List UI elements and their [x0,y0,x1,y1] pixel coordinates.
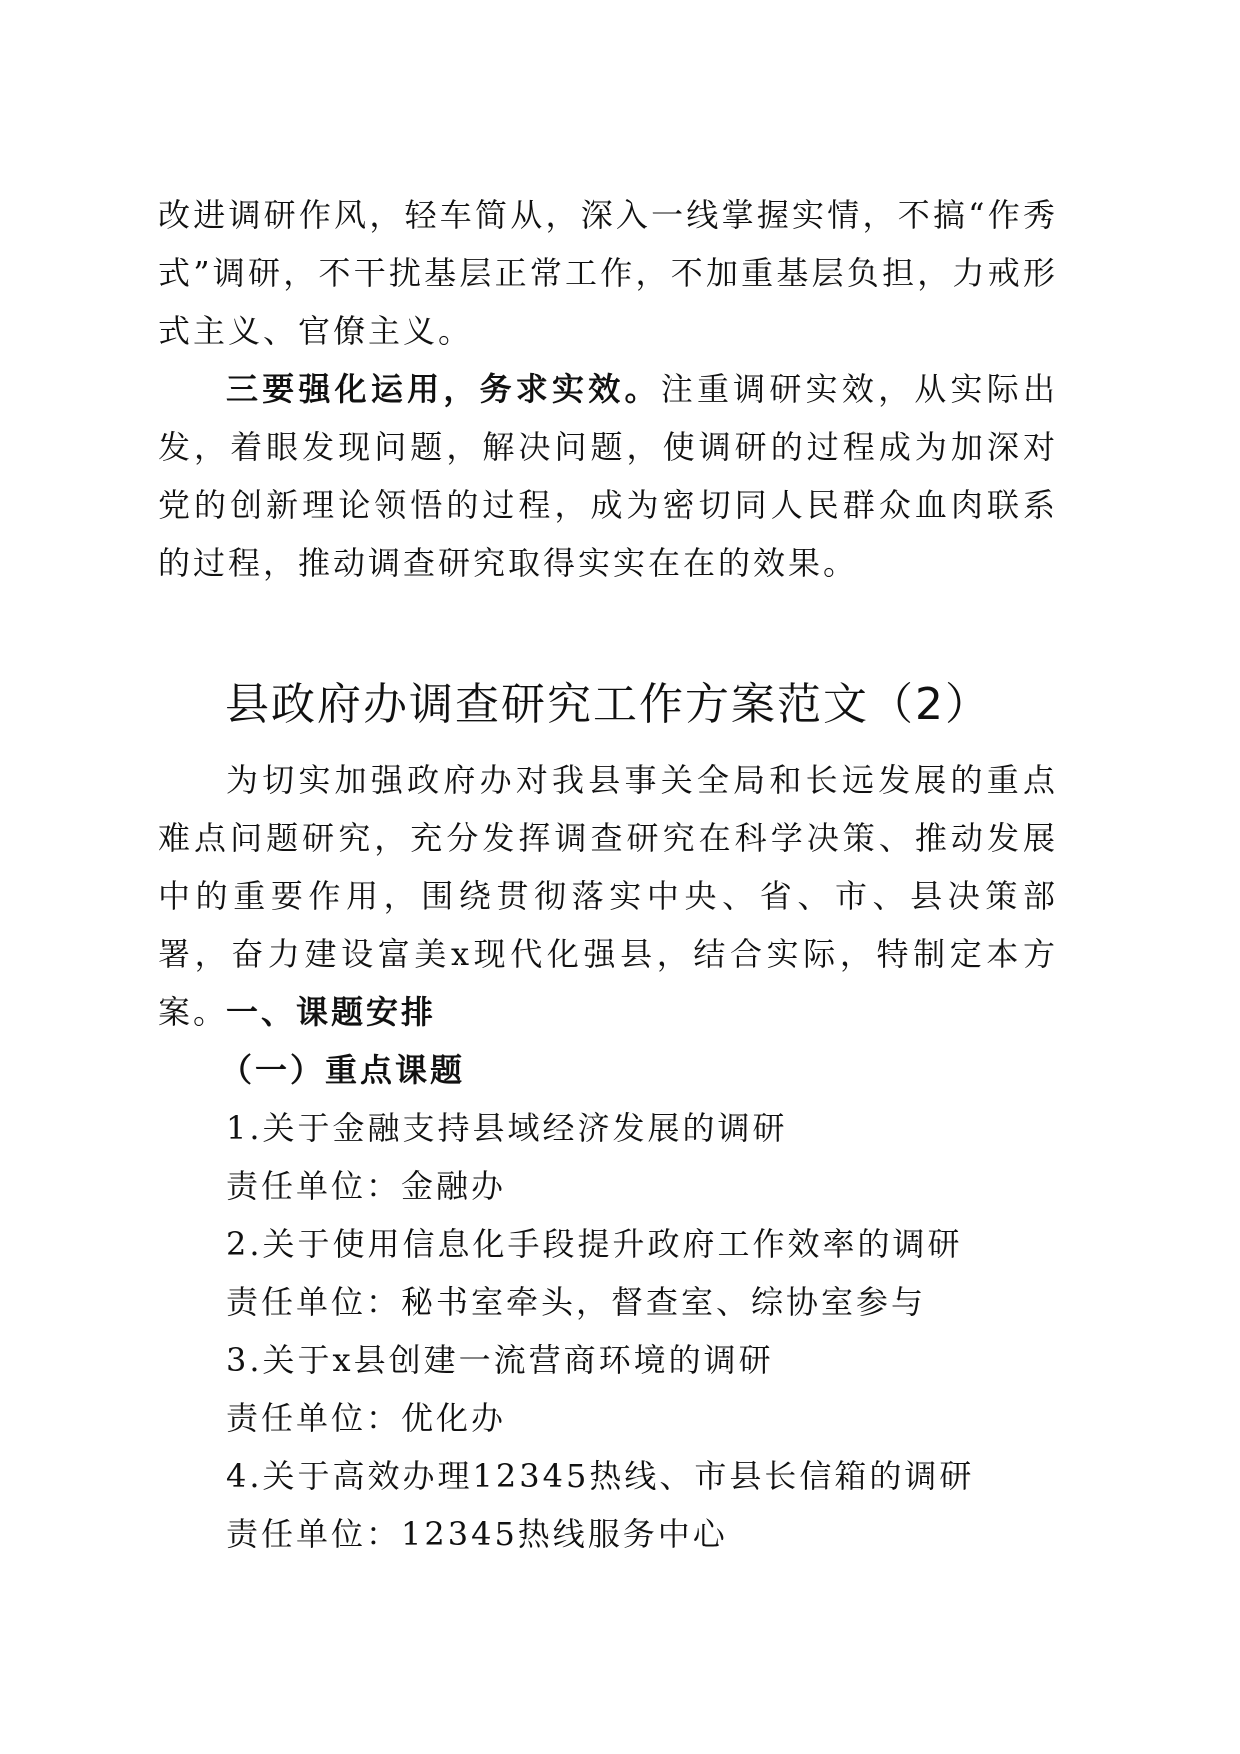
topic-2-responsibility: 责任单位：秘书室牵头，督查室、综协室参与 [226,1283,927,1321]
subsection-1-heading: （一）重点课题 [220,1051,466,1089]
topic-1: 1.关于金融支持县域经济发展的调研 [226,1109,788,1147]
topic-3: 3.关于x县创建一流营商环境的调研 [226,1341,774,1379]
topic-4: 4.关于高效办理12345热线、市县长信箱的调研 [226,1457,975,1495]
intro-paragraph: 为切实加强政府办对我县事关全局和长远发展的重点难点问题研究，充分发挥调查研究在科学决策、推动发展中的重要作用，围绕贯彻落实中央、省、市、县决策部署，奋力建设富美x现代化强县，结合实际，特制定本方案。 [158,761,1058,1031]
paragraph-2-body: 注重调研实效，从实际出发，着眼发现问题，解决问题，使调研的过程成为加深对党的创新理论领悟的过程，成为密切同人民群众血肉联系的过程，推动调查研究取得实实在在的效果。 [158,370,1058,582]
topic-4-responsibility: 责任单位：12345热线服务中心 [226,1515,728,1553]
previous-section-paragraph-2 [158,360,1058,592]
paragraph-2-heading: 三要强化运用，务求实效。 [226,370,661,408]
previous-section-paragraph-1: 改进调研作风，轻车简从，深入一线掌握实情，不搞“作秀式”调研，不干扰基层正常工作，不加重基层负担，力戒形式主义、官僚主义。 [158,196,1058,350]
topic-2: 2.关于使用信息化手段提升政府工作效率的调研 [226,1225,963,1263]
document-title: 县政府办调查研究工作方案范文（2） [225,679,991,730]
topic-3-responsibility: 责任单位：优化办 [226,1399,507,1437]
section-1-heading: 一、课题安排 [226,993,437,1031]
topic-1-responsibility: 责任单位：金融办 [226,1167,507,1205]
